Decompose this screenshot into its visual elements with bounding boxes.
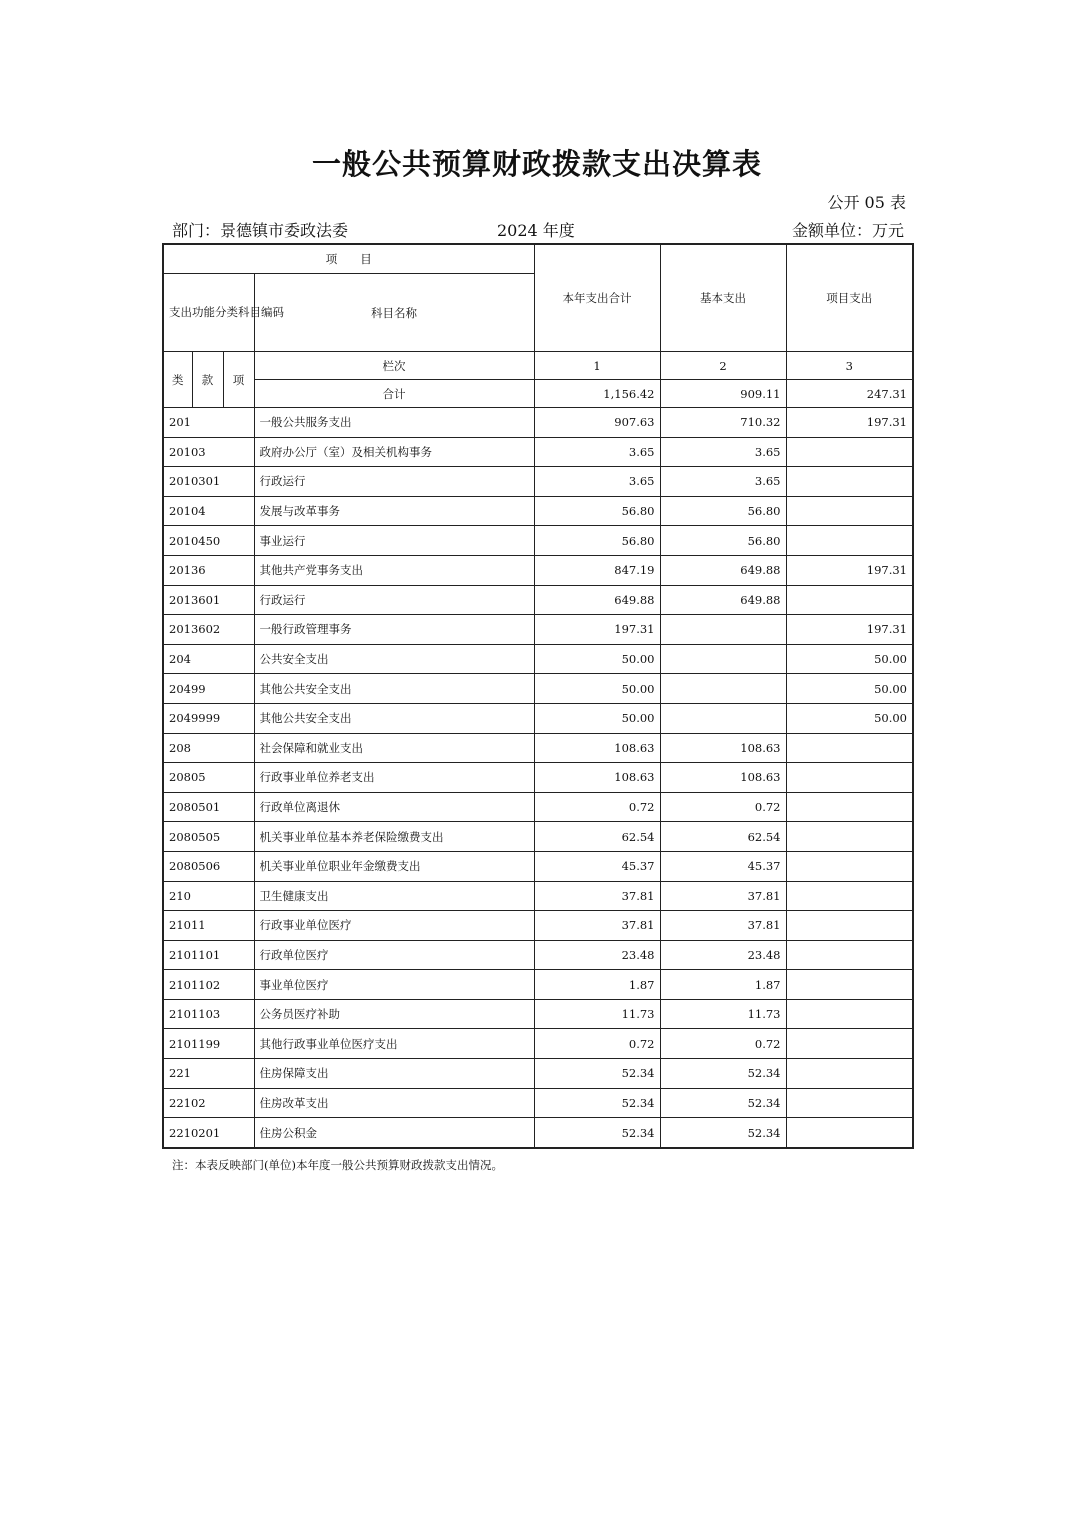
row-basic: 710.32 bbox=[660, 408, 786, 438]
amount-unit: 金额单位：万元 bbox=[791, 221, 904, 240]
header-lei: 类 bbox=[163, 352, 192, 408]
table-row bbox=[163, 822, 913, 852]
row-project: 197.31 bbox=[786, 408, 913, 438]
row-code: 2080501 bbox=[163, 792, 254, 822]
row-total: 37.81 bbox=[534, 881, 660, 911]
table-row bbox=[163, 881, 913, 911]
row-project bbox=[786, 526, 913, 556]
row-project bbox=[786, 585, 913, 615]
row-basic bbox=[660, 615, 786, 645]
table-row bbox=[163, 644, 913, 674]
row-subject-name: 公共安全支出 bbox=[254, 644, 534, 674]
row-basic bbox=[660, 644, 786, 674]
header-col3: 3 bbox=[786, 352, 913, 380]
row-subject-name: 其他公共安全支出 bbox=[254, 703, 534, 733]
row-total: 52.34 bbox=[534, 1059, 660, 1089]
row-subject-name: 住房改革支出 bbox=[254, 1088, 534, 1118]
row-total: 50.00 bbox=[534, 674, 660, 704]
row-total: 52.34 bbox=[534, 1088, 660, 1118]
department-label: 部门：景德镇市委政法委 bbox=[172, 221, 349, 240]
row-project bbox=[786, 467, 913, 497]
header-project: 项目支出 bbox=[786, 244, 913, 352]
budget-table bbox=[162, 243, 914, 1149]
row-subject-name: 行政事业单位养老支出 bbox=[254, 763, 534, 793]
row-total: 23.48 bbox=[534, 940, 660, 970]
row-subject-name: 机关事业单位职业年金缴费支出 bbox=[254, 851, 534, 881]
row-basic: 62.54 bbox=[660, 822, 786, 852]
row-basic: 56.80 bbox=[660, 526, 786, 556]
table-row bbox=[163, 437, 913, 467]
header-item: 项 目 bbox=[163, 244, 534, 274]
row-subject-name: 行政运行 bbox=[254, 585, 534, 615]
row-basic: 37.81 bbox=[660, 881, 786, 911]
row-total: 11.73 bbox=[534, 999, 660, 1029]
row-subject-name: 其他公共安全支出 bbox=[254, 674, 534, 704]
row-total: 907.63 bbox=[534, 408, 660, 438]
row-code: 221 bbox=[163, 1059, 254, 1089]
table-row bbox=[163, 408, 913, 438]
table-row bbox=[163, 1029, 913, 1059]
row-subject-name: 行政单位医疗 bbox=[254, 940, 534, 970]
row-basic: 649.88 bbox=[660, 585, 786, 615]
table-row bbox=[163, 911, 913, 941]
row-code: 20103 bbox=[163, 437, 254, 467]
header-subject-name: 科目名称 bbox=[254, 274, 534, 352]
table-row bbox=[163, 733, 913, 763]
row-project: 50.00 bbox=[786, 674, 913, 704]
row-subject-name: 卫生健康支出 bbox=[254, 881, 534, 911]
table-row bbox=[163, 674, 913, 704]
page-title: 一般公共预算财政拨款支出决算表 bbox=[311, 147, 762, 181]
row-basic: 52.34 bbox=[660, 1088, 786, 1118]
table-row bbox=[163, 615, 913, 645]
header-kuan: 款 bbox=[192, 352, 223, 408]
row-subject-name: 机关事业单位基本养老保险缴费支出 bbox=[254, 822, 534, 852]
sum-project: 247.31 bbox=[786, 380, 913, 408]
row-project bbox=[786, 437, 913, 467]
row-code: 2101199 bbox=[163, 1029, 254, 1059]
row-total: 0.72 bbox=[534, 792, 660, 822]
row-basic: 56.80 bbox=[660, 496, 786, 526]
fiscal-year: 2024 年度 bbox=[497, 221, 575, 240]
row-code: 2013602 bbox=[163, 615, 254, 645]
row-total: 45.37 bbox=[534, 851, 660, 881]
row-code: 22102 bbox=[163, 1088, 254, 1118]
row-project bbox=[786, 1118, 913, 1148]
table-row bbox=[163, 1118, 913, 1148]
row-project: 50.00 bbox=[786, 703, 913, 733]
row-subject-name: 发展与改革事务 bbox=[254, 496, 534, 526]
table-row bbox=[163, 496, 913, 526]
table-row bbox=[163, 792, 913, 822]
row-total: 847.19 bbox=[534, 555, 660, 585]
row-project: 50.00 bbox=[786, 644, 913, 674]
row-code: 2010450 bbox=[163, 526, 254, 556]
row-total: 56.80 bbox=[534, 526, 660, 556]
row-basic: 11.73 bbox=[660, 999, 786, 1029]
table-row bbox=[163, 763, 913, 793]
row-basic: 52.34 bbox=[660, 1059, 786, 1089]
row-basic: 108.63 bbox=[660, 733, 786, 763]
row-basic: 649.88 bbox=[660, 555, 786, 585]
table-row bbox=[163, 555, 913, 585]
row-subject-name: 行政事业单位医疗 bbox=[254, 911, 534, 941]
row-project bbox=[786, 1029, 913, 1059]
row-subject-name: 其他共产党事务支出 bbox=[254, 555, 534, 585]
table-row bbox=[163, 970, 913, 1000]
row-basic: 45.37 bbox=[660, 851, 786, 881]
row-total: 108.63 bbox=[534, 733, 660, 763]
table-row bbox=[163, 467, 913, 497]
row-code: 2210201 bbox=[163, 1118, 254, 1148]
row-total: 649.88 bbox=[534, 585, 660, 615]
row-code: 2013601 bbox=[163, 585, 254, 615]
form-number: 公开 05 表 bbox=[827, 193, 906, 212]
row-project bbox=[786, 822, 913, 852]
row-total: 108.63 bbox=[534, 763, 660, 793]
row-code: 208 bbox=[163, 733, 254, 763]
row-code: 20104 bbox=[163, 496, 254, 526]
sum-total: 1,156.42 bbox=[534, 380, 660, 408]
row-code: 201 bbox=[163, 408, 254, 438]
row-project: 197.31 bbox=[786, 555, 913, 585]
row-subject-name: 住房保障支出 bbox=[254, 1059, 534, 1089]
table-row bbox=[163, 526, 913, 556]
table-row bbox=[163, 999, 913, 1029]
row-basic: 3.65 bbox=[660, 437, 786, 467]
row-basic: 0.72 bbox=[660, 792, 786, 822]
table-row bbox=[163, 851, 913, 881]
row-basic bbox=[660, 703, 786, 733]
row-project bbox=[786, 911, 913, 941]
row-total: 3.65 bbox=[534, 437, 660, 467]
row-total: 3.65 bbox=[534, 467, 660, 497]
row-project bbox=[786, 792, 913, 822]
row-code: 20136 bbox=[163, 555, 254, 585]
row-code: 2101102 bbox=[163, 970, 254, 1000]
row-subject-name: 住房公积金 bbox=[254, 1118, 534, 1148]
row-project bbox=[786, 881, 913, 911]
row-code: 204 bbox=[163, 644, 254, 674]
row-total: 52.34 bbox=[534, 1118, 660, 1148]
header-column-no: 栏次 bbox=[254, 352, 534, 380]
row-project bbox=[786, 496, 913, 526]
header-xiang: 项 bbox=[223, 352, 254, 408]
sum-basic: 909.11 bbox=[660, 380, 786, 408]
row-project bbox=[786, 970, 913, 1000]
header-basic: 基本支出 bbox=[660, 244, 786, 352]
header-func-code: 支出功能分类科目编码 bbox=[163, 274, 254, 352]
row-total: 62.54 bbox=[534, 822, 660, 852]
row-code: 210 bbox=[163, 881, 254, 911]
row-project bbox=[786, 940, 913, 970]
row-total: 56.80 bbox=[534, 496, 660, 526]
row-basic: 52.34 bbox=[660, 1118, 786, 1148]
row-total: 37.81 bbox=[534, 911, 660, 941]
row-basic bbox=[660, 674, 786, 704]
row-basic: 3.65 bbox=[660, 467, 786, 497]
row-subject-name: 一般行政管理事务 bbox=[254, 615, 534, 645]
table-row bbox=[163, 703, 913, 733]
row-subject-name: 事业单位医疗 bbox=[254, 970, 534, 1000]
row-basic: 37.81 bbox=[660, 911, 786, 941]
row-subject-name: 公务员医疗补助 bbox=[254, 999, 534, 1029]
row-code: 2010301 bbox=[163, 467, 254, 497]
row-code: 20805 bbox=[163, 763, 254, 793]
row-project bbox=[786, 1088, 913, 1118]
row-basic: 0.72 bbox=[660, 1029, 786, 1059]
row-code: 2101101 bbox=[163, 940, 254, 970]
table-row bbox=[163, 585, 913, 615]
row-subject-name: 社会保障和就业支出 bbox=[254, 733, 534, 763]
row-code: 21011 bbox=[163, 911, 254, 941]
table-row bbox=[163, 1088, 913, 1118]
row-project: 197.31 bbox=[786, 615, 913, 645]
row-subject-name: 事业运行 bbox=[254, 526, 534, 556]
row-subject-name: 其他行政事业单位医疗支出 bbox=[254, 1029, 534, 1059]
row-code: 2101103 bbox=[163, 999, 254, 1029]
row-total: 50.00 bbox=[534, 644, 660, 674]
row-total: 50.00 bbox=[534, 703, 660, 733]
row-subject-name: 政府办公厅（室）及相关机构事务 bbox=[254, 437, 534, 467]
row-project bbox=[786, 999, 913, 1029]
row-total: 197.31 bbox=[534, 615, 660, 645]
sum-label: 合计 bbox=[254, 380, 534, 408]
row-basic: 1.87 bbox=[660, 970, 786, 1000]
table-row bbox=[163, 940, 913, 970]
row-subject-name: 行政运行 bbox=[254, 467, 534, 497]
row-project bbox=[786, 851, 913, 881]
header-col1: 1 bbox=[534, 352, 660, 380]
row-project bbox=[786, 733, 913, 763]
header-col2: 2 bbox=[660, 352, 786, 380]
row-total: 0.72 bbox=[534, 1029, 660, 1059]
row-subject-name: 一般公共服务支出 bbox=[254, 408, 534, 438]
row-code: 20499 bbox=[163, 674, 254, 704]
row-code: 2049999 bbox=[163, 703, 254, 733]
row-total: 1.87 bbox=[534, 970, 660, 1000]
row-basic: 23.48 bbox=[660, 940, 786, 970]
table-row bbox=[163, 1059, 913, 1089]
row-project bbox=[786, 1059, 913, 1089]
row-subject-name: 行政单位离退休 bbox=[254, 792, 534, 822]
header-total: 本年支出合计 bbox=[534, 244, 660, 352]
row-project bbox=[786, 763, 913, 793]
table-note: 注：本表反映部门(单位)本年度一般公共预算财政拨款支出情况。 bbox=[172, 1158, 503, 1172]
row-basic: 108.63 bbox=[660, 763, 786, 793]
row-code: 2080505 bbox=[163, 822, 254, 852]
row-code: 2080506 bbox=[163, 851, 254, 881]
